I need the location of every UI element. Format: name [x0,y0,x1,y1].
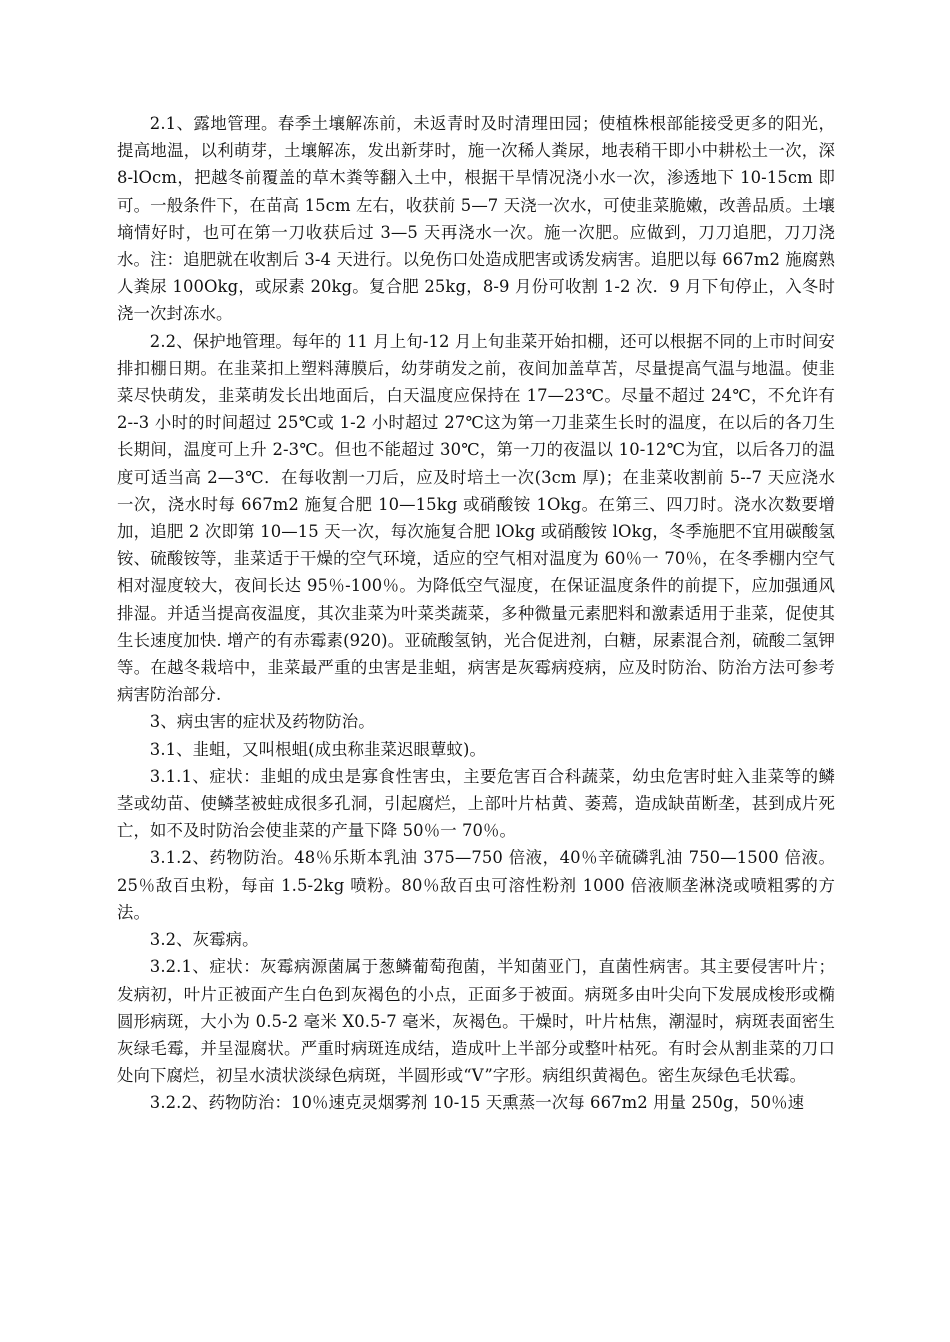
document-body [117,110,835,1117]
paragraph-2-1-open-field-management: 2.1、露地管理。春季土壤解冻前，未返青时及时清理田园；使植株根部能接受更多的阳光，提高地温，以利萌芽，土壤解冻，发出新芽时，施一次稀人粪尿，地表稍干即小中耕松土一次，深 8-lOcm，把越冬前覆盖的草木粪等翻入土中，根据干旱情况浇小水一次，渗透地下 10-15cm 即可。一般条件下，在苗高 15cm 左右，收获前 5—7 天浇一次水，可使韭菜脆嫩，改善品质。土壤墒情好时，也可在第一刀收获后过 3—5 天再浇水一次。施一次肥。应做到，刀刀追肥，刀刀浇水。注：追肥就在收割后 3-4 天进行。以免伤口处造成肥害或诱发病害。追肥以每 667m2 施腐熟人粪尿 100Okg，或尿素 20kg。复合肥 25kg，8-9 月份可收割 1-2 次．9 月下旬停止，入冬时浇一次封冻水。 [117,114,835,324]
paragraph-2-2-protected-field-management: 2.2、保护地管理。每年的 11 月上旬-12 月上旬韭菜开始扣棚，还可以根据不同的上市时间安排扣棚日期。在韭菜扣上塑料薄膜后，幼芽萌发之前，夜间加盖草苫，尽量提高气温与地温。使韭菜尽快萌发，韭菜萌发长出地面后，白天温度应保持在 17—23℃。尽量不超过 24℃，不允许有 2--3 小时的时间超过 25℃或 1-2 小时超过 27℃这为第一刀韭菜生长时的温度，在以后的各刀生长期间，温度可上升 2-3℃。但也不能超过 30℃，第一刀的夜温以 10-12℃为宜，以后各刀的温度可适当高 2—3℃．在每收割一刀后，应及时培土一次(3cm 厚)；在韭菜收割前 5--7 天应浇水一次，浇水时每 667m2 施复合肥 10—15kg 或硝酸铵 1Okg。在第三、四刀时。浇水次数要增加，追肥 2 次即第 10—15 天一次，每次施复合肥 lOkg 或硝酸铵 lOkg，冬季施肥不宜用碳酸氢铵、硫酸铵等，韭菜适于干燥的空气环境，适应的空气相对温度为 60％一 70％，在冬季棚内空气相对湿度较大，夜间长达 95％-100％。为降低空气湿度，在保证温度条件的前提下，应加强通风排湿。并适当提高夜温度，其次韭菜为叶菜类蔬菜，多种微量元素肥料和激素适用于韭菜，促使其生长速度加快. 增产的有赤霉素(920)。亚硫酸氢钠，光合促进剂，白糖，尿素混合剂，硫酸二氢钾等。在越冬栽培中，韭菜最严重的虫害是韭蛆，病害是灰霉病疫病，应及时防治、防治方法可参考病害防治部分. [117,331,836,705]
paragraph-3-1-2-chemical-control: 3.1.2、药物防治。48％乐斯本乳油 375—750 倍液，40％辛硫磷乳油 750—1500 倍液。25％敌百虫粉，每亩 1.5-2kg 喷粉。80％敌百虫可溶性粉剂 1000 倍液顺垄淋浇或喷粗雾的方法。 [117,848,835,922]
paragraph-3-2-1-symptoms: 3.2.1、症状：灰霉病源菌属于葱鳞葡萄孢菌，半知菌亚门，直菌性病害。其主要侵害叶片；发病初，叶片正被面产生白色到灰褐色的小点，正面多于被面。病斑多由叶尖向下发展成梭形或椭圆形病斑，大小为 0.5-2 毫米 X0.5-7 毫米，灰褐色。干燥时，叶片枯焦，潮湿时，病斑表面密生灰绿毛霉，并呈湿腐状。严重时病斑连成结，造成叶上半部分或整叶枯死。有时会从割韭菜的刀口处向下腐烂，初呈水渍状淡绿色病斑，半圆形或“V”字形。病组织黄褐色。密生灰绿色毛状霉。 [117,957,835,1086]
heading-3-pest-symptoms-and-control: 3、病虫害的症状及药物防治。 [149,712,375,732]
paragraph-3-2-2-chemical-control: 3.2.2、药物防治：10％速克灵烟雾剂 10-15 天熏蒸一次每 667m2 用量 250g，50％速 [149,1093,805,1113]
heading-3-2-gray-mold: 3.2、灰霉病。 [149,930,259,950]
heading-3-1-leek-maggot: 3.1、韭蛆，又叫根蛆(成虫称韭菜迟眼蕈蚊)。 [149,739,486,759]
paragraph-3-1-1-symptoms: 3.1.1、症状：韭蛆的成虫是寡食性害虫，主要危害百合科蔬菜，幼虫危害时蛀入韭菜等的鳞茎或幼苗、使鳞茎被蛀成很多孔洞，引起腐烂，上部叶片枯黄、萎蔫，造成缺苗断垄，甚到成片死亡，如不及时防治会使韭菜的产量下降 50％一 70％。 [117,766,835,841]
